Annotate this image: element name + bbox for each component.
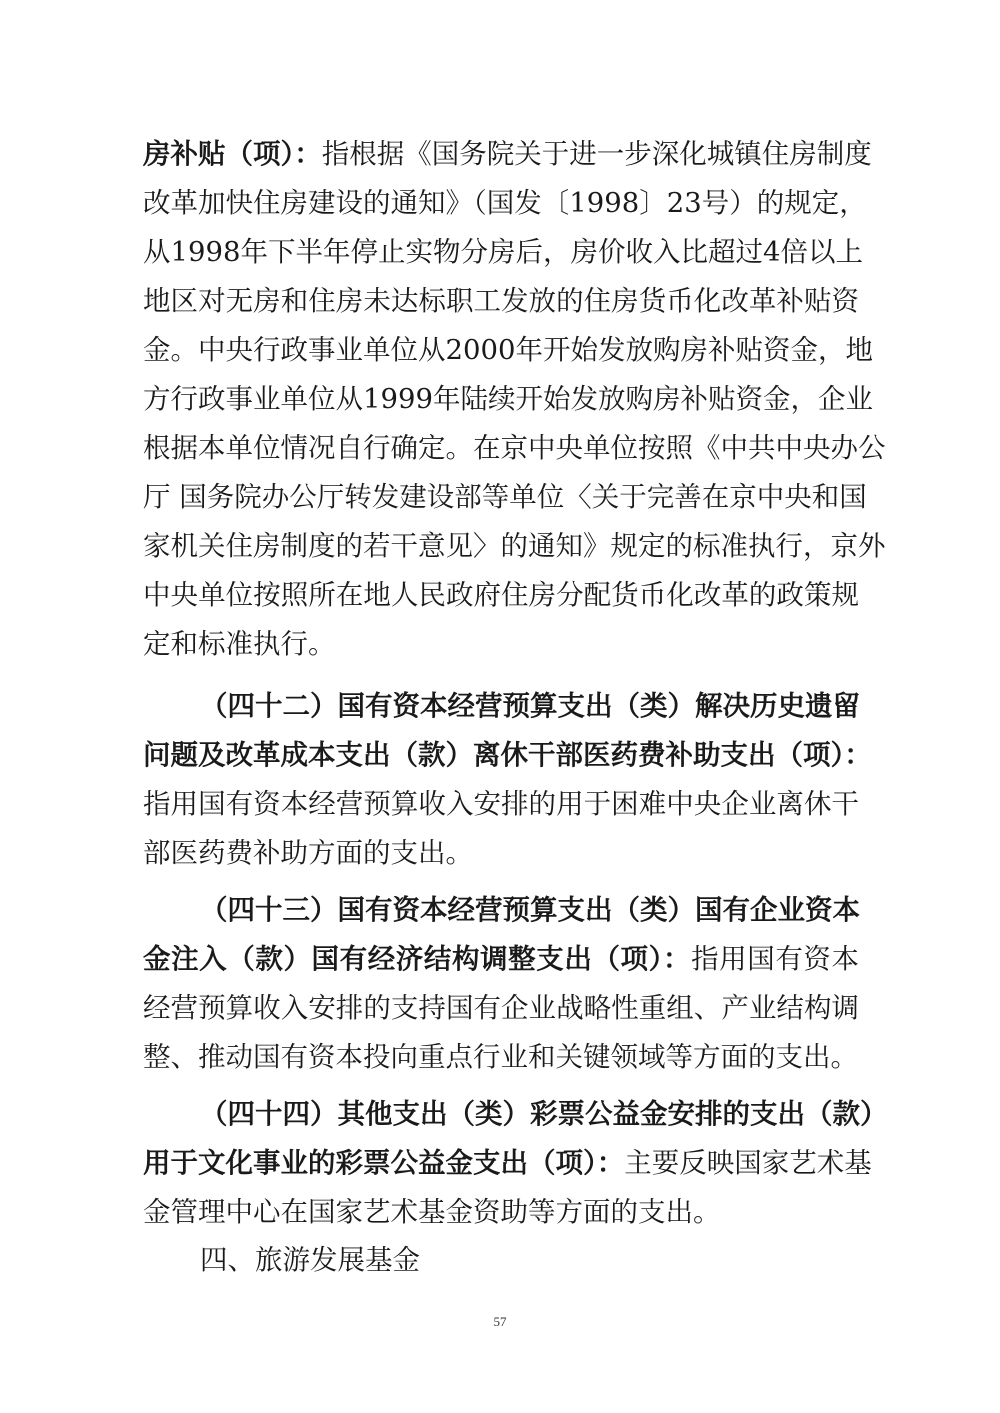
text-run: 整、推动国有资本投向重点行业和关键领域等方面的支出。 xyxy=(143,1041,858,1073)
chapter-heading xyxy=(200,1240,859,1280)
text-line xyxy=(143,183,867,223)
bold-run: 问题及改革成本支出（款）离休干部医药费补助支出（项）： xyxy=(143,739,872,771)
section-heading-44-cont xyxy=(143,1143,872,1183)
text-line xyxy=(143,1192,859,1232)
text-run: 厅 国务院办公厅转发建设部等单位〈关于完善在京中央和国 xyxy=(143,481,867,513)
text-line xyxy=(143,232,863,272)
text-run: 四、旅游发展基金 xyxy=(200,1244,420,1276)
text-run: 定和标准执行。 xyxy=(143,628,336,660)
text-run: 方行政事业单位从1999年陆续开始发放购房补贴资金，企业 xyxy=(143,383,873,415)
bold-run: 金注入（款）国有经济结构调整支出（项）： xyxy=(143,943,692,975)
bold-run: （四十三）国有资本经营预算支出（类）国有企业资本 xyxy=(200,894,860,926)
text-run: 从1998年下半年停止实物分房后，房价收入比超过4倍以上 xyxy=(143,236,863,268)
text-run: 金。中央行政事业单位从2000年开始发放购房补贴资金，地 xyxy=(143,334,873,366)
text-line xyxy=(143,428,886,468)
section-heading-44 xyxy=(200,1094,888,1134)
text-line xyxy=(143,784,859,824)
text-line xyxy=(143,988,859,1028)
text-line xyxy=(143,134,872,174)
text-run: 指用国有资本经营预算收入安排的用于困难中央企业离休干 xyxy=(143,788,859,820)
section-heading-42 xyxy=(200,686,859,726)
text-line xyxy=(143,833,859,873)
text-line xyxy=(143,379,873,419)
text-run: 主要反映国家艺术基 xyxy=(624,1147,872,1179)
text-run: 中央单位按照所在地人民政府住房分配货币化改革的政策规 xyxy=(143,579,859,611)
text-run: 经营预算收入安排的支持国有企业战略性重组、产业结构调 xyxy=(143,992,859,1024)
text-run: 金管理中心在国家艺术基金资助等方面的支出。 xyxy=(143,1196,721,1228)
bold-run: 用于文化事业的彩票公益金支出（项）： xyxy=(143,1147,625,1179)
text-line xyxy=(143,330,873,370)
section-heading-43-cont xyxy=(143,939,859,979)
bold-run: （四十四）其他支出（类）彩票公益金安排的支出（款） xyxy=(200,1098,888,1130)
section-heading-43 xyxy=(200,890,859,930)
text-line xyxy=(143,1037,859,1077)
text-run: 改革加快住房建设的通知》（国发〔1998〕23号）的规定， xyxy=(143,187,867,219)
text-line xyxy=(143,281,859,321)
bold-run: （四十二）国有资本经营预算支出（类）解决历史遗留 xyxy=(200,690,860,722)
text-run: 指用国有资本 xyxy=(691,943,860,975)
text-run: 地区对无房和住房未达标职工发放的住房货币化改革补贴资 xyxy=(143,285,859,317)
text-run: 指根据《国务院关于进一步深化城镇住房制度 xyxy=(321,138,872,170)
text-run: 部医药费补助方面的支出。 xyxy=(143,837,473,869)
text-line xyxy=(143,477,867,517)
bold-run: 房补贴（项）： xyxy=(143,138,322,170)
text-line xyxy=(143,624,859,664)
text-run: 家机关住房制度的若干意见〉的通知》规定的标准执行，京外 xyxy=(143,530,886,562)
page-number: 57 xyxy=(493,1314,507,1329)
section-heading-42-cont xyxy=(143,735,872,775)
text-line xyxy=(143,575,859,615)
text-line xyxy=(143,526,886,566)
text-run: 根据本单位情况自行确定。在京中央单位按照《中共中央办公 xyxy=(143,432,886,464)
